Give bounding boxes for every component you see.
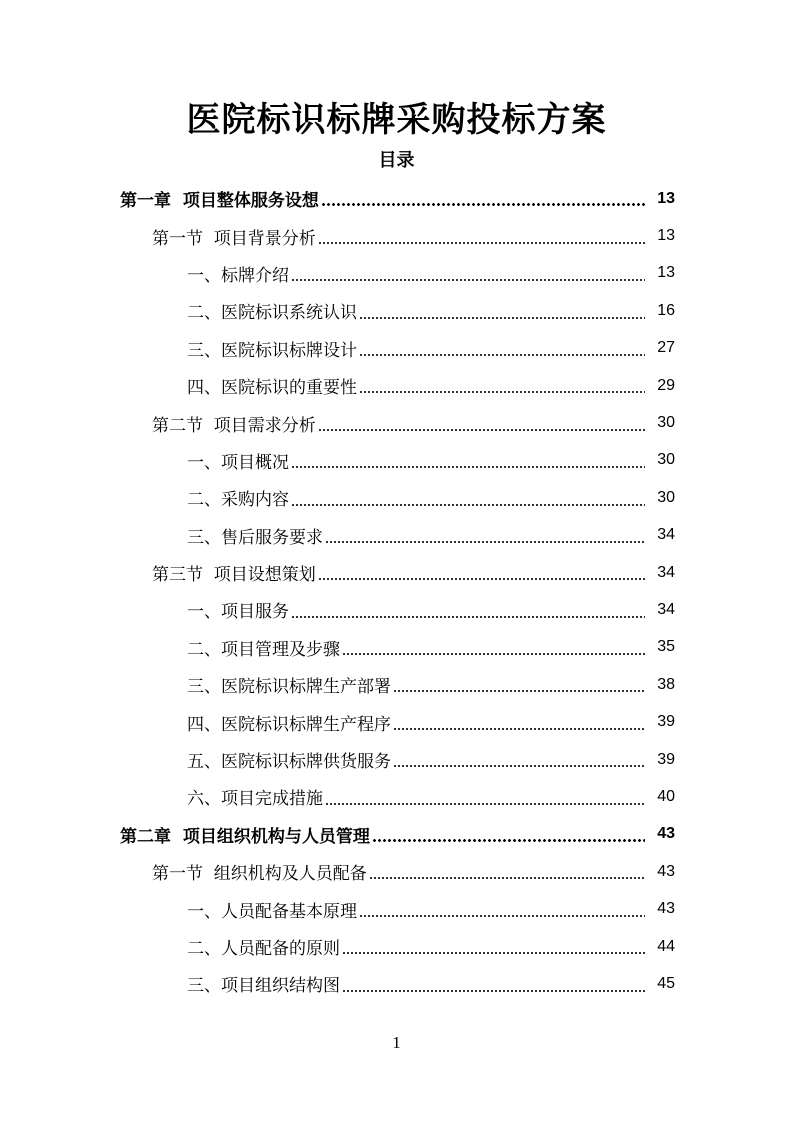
toc-entry-page: 30 — [657, 414, 675, 432]
toc-entry-page: 45 — [657, 974, 675, 992]
toc-entry[interactable] — [0, 741, 793, 778]
toc-entry-page: 44 — [657, 937, 675, 955]
toc-entry-label: 第一章 项目整体服务设想 — [120, 191, 319, 212]
toc-entry[interactable] — [0, 404, 793, 441]
toc-entry-page: 27 — [657, 339, 675, 357]
toc-heading: 目录 — [378, 150, 415, 171]
dot-leader — [369, 877, 645, 879]
toc-entry-page: 13 — [657, 189, 675, 207]
toc-entry-label: 第三节 项目设想策划 — [152, 565, 316, 586]
dot-leader — [321, 203, 645, 206]
toc-entry-page: 35 — [657, 638, 675, 656]
document-title: 医院标识标牌采购投标方案 — [186, 100, 607, 140]
toc-entry-label: 二、医院标识系统认识 — [187, 303, 357, 324]
toc-entry-label: 四、医院标识标牌生产程序 — [187, 714, 391, 735]
toc-entry-label: 一、项目概况 — [187, 452, 289, 473]
toc-entry-page: 40 — [657, 787, 675, 805]
toc-entry-label: 五、医院标识标牌供货服务 — [187, 752, 391, 773]
toc-entry-page: 29 — [657, 376, 675, 394]
toc-entry[interactable] — [0, 703, 793, 740]
dot-leader — [318, 578, 645, 580]
dot-leader — [318, 242, 645, 244]
table-of-contents — [0, 180, 793, 1003]
toc-entry-label: 二、人员配备的原则 — [187, 939, 340, 959]
toc-entry[interactable] — [0, 367, 793, 404]
toc-entry-label: 第二节 项目需求分析 — [152, 415, 316, 436]
toc-entry[interactable] — [0, 442, 793, 479]
toc-entry-page: 39 — [657, 713, 675, 731]
toc-entry-page: 38 — [657, 675, 675, 693]
toc-entry-label: 一、人员配备基本原理 — [187, 901, 357, 922]
toc-entry-page: 34 — [657, 600, 675, 618]
dot-leader — [342, 952, 645, 954]
toc-entry[interactable] — [0, 591, 793, 628]
toc-entry-page: 43 — [657, 825, 675, 843]
toc-entry-label: 一、标牌介绍 — [187, 265, 289, 286]
toc-entry[interactable] — [0, 292, 793, 329]
dot-leader — [291, 466, 645, 468]
toc-entry-page: 13 — [657, 264, 675, 282]
dot-leader — [372, 839, 645, 842]
toc-entry-label: 三、医院标识标牌生产部署 — [187, 677, 391, 698]
dot-leader — [342, 653, 645, 655]
toc-entry[interactable] — [0, 255, 793, 292]
toc-entry-label: 第二章 项目组织机构与人员管理 — [120, 826, 370, 847]
toc-entry-label: 二、采购内容 — [187, 490, 289, 511]
toc-entry-page: 43 — [657, 862, 675, 880]
dot-leader — [342, 990, 645, 992]
toc-entry-page: 34 — [657, 526, 675, 544]
toc-entry[interactable] — [0, 890, 793, 927]
toc-entry[interactable] — [0, 554, 793, 591]
toc-entry[interactable] — [0, 816, 793, 853]
dot-leader — [393, 690, 645, 692]
toc-entry-label: 二、项目管理及步骤 — [187, 639, 340, 660]
toc-entry[interactable] — [0, 479, 793, 516]
toc-entry[interactable] — [0, 853, 793, 890]
page-number: 1 — [392, 1033, 401, 1052]
toc-entry[interactable] — [0, 928, 793, 965]
toc-entry-label: 第一节 项目背景分析 — [152, 228, 316, 249]
toc-entry[interactable] — [0, 217, 793, 254]
dot-leader — [318, 429, 645, 431]
toc-entry-page: 34 — [657, 563, 675, 581]
dot-leader — [393, 765, 645, 767]
dot-leader — [359, 354, 645, 356]
dot-leader — [291, 504, 645, 506]
toc-entry-page: 43 — [657, 900, 675, 918]
toc-entry-label: 三、医院标识标牌设计 — [187, 340, 357, 361]
dot-leader — [291, 279, 645, 281]
toc-entry-label: 三、售后服务要求 — [187, 527, 323, 548]
toc-entry[interactable] — [0, 965, 793, 1002]
dot-leader — [359, 391, 645, 393]
dot-leader — [325, 803, 645, 805]
dot-leader — [325, 541, 645, 543]
dot-leader — [291, 616, 645, 618]
toc-entry-page: 30 — [657, 451, 675, 469]
toc-entry-label: 第一节 组织机构及人员配备 — [152, 864, 367, 885]
toc-entry[interactable] — [0, 517, 793, 554]
toc-entry-page: 16 — [657, 301, 675, 319]
toc-entry[interactable] — [0, 330, 793, 367]
toc-entry[interactable] — [0, 778, 793, 815]
toc-entry[interactable] — [0, 629, 793, 666]
toc-entry-label: 六、项目完成措施 — [187, 789, 323, 810]
dot-leader — [393, 728, 645, 730]
dot-leader — [359, 317, 645, 319]
toc-entry-page: 39 — [657, 750, 675, 768]
toc-entry-label: 一、项目服务 — [187, 602, 289, 623]
toc-entry[interactable] — [0, 180, 793, 217]
toc-entry-label: 四、医院标识的重要性 — [187, 378, 357, 399]
toc-entry-label: 三、项目组织结构图 — [187, 976, 340, 997]
toc-entry-page: 13 — [657, 227, 675, 245]
toc-entry-page: 30 — [657, 488, 675, 506]
toc-entry[interactable] — [0, 666, 793, 703]
dot-leader — [359, 915, 645, 917]
